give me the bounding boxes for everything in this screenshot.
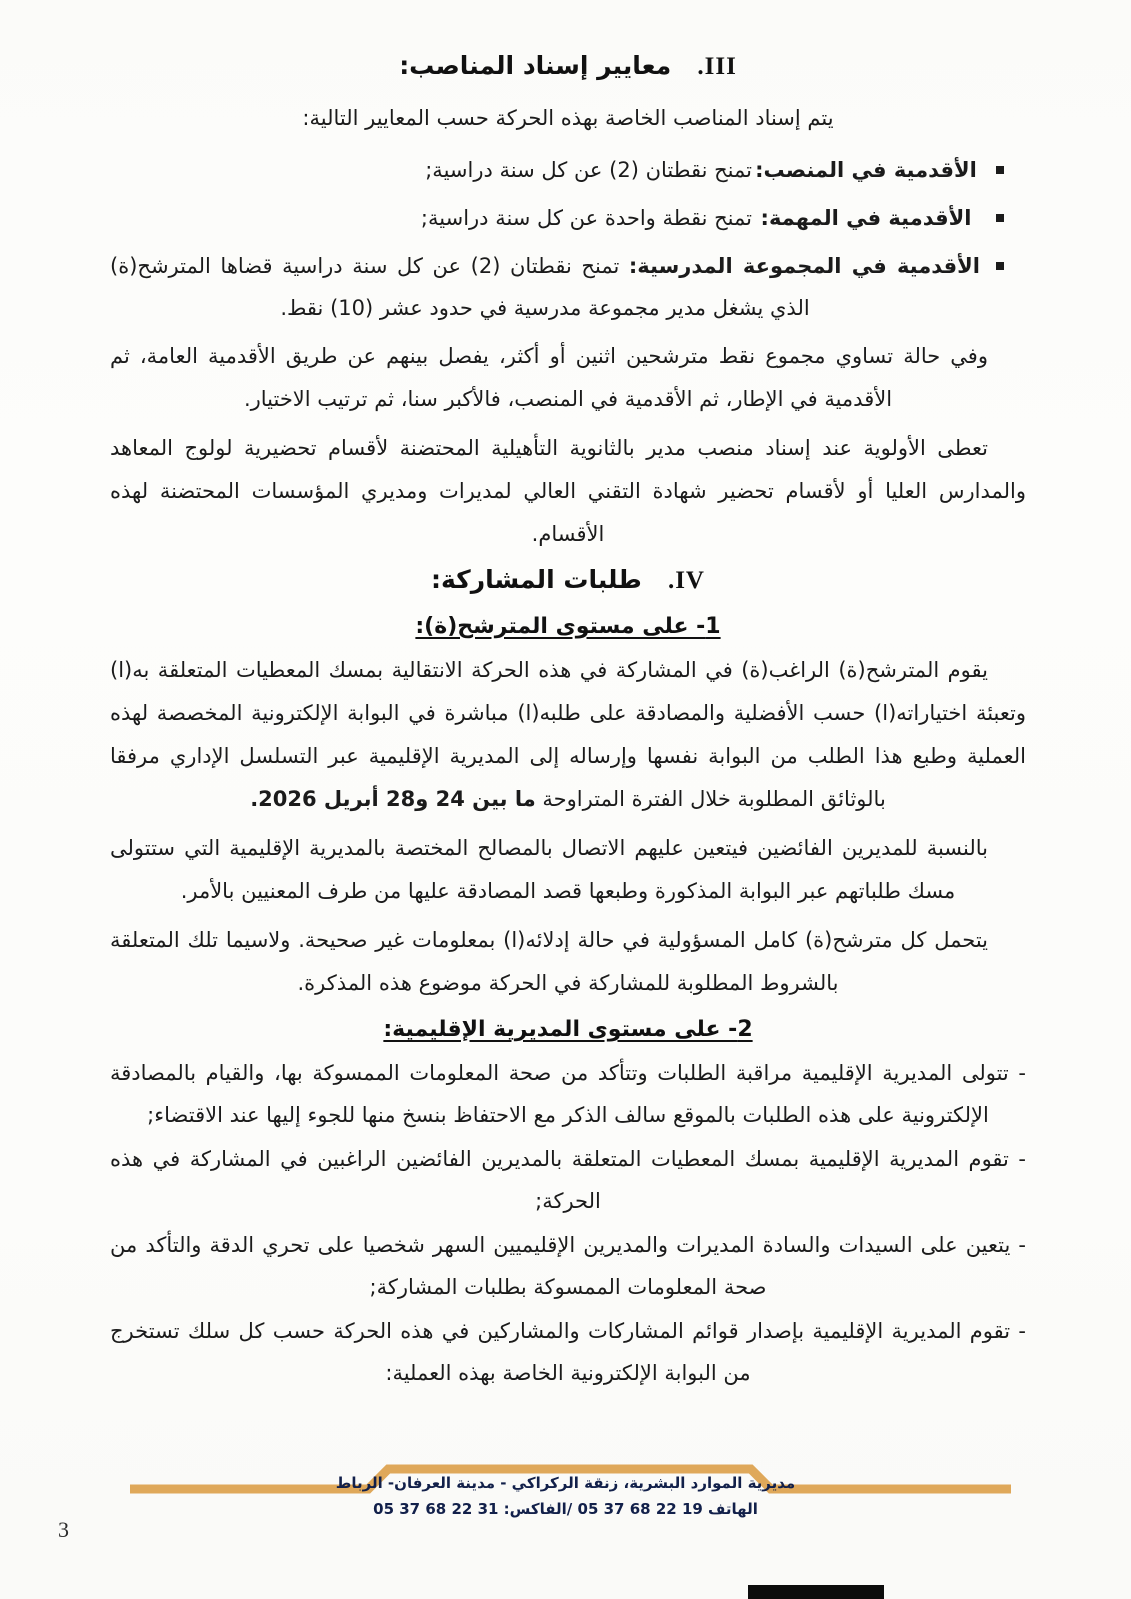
criteria-description: تمنح نقطتان (2) عن كل سنة دراسية قضاها المترشح(ة) الذي يشغل مدير مجموعة مدرسية في حدود عشر (10) نقط. xyxy=(110,254,810,321)
footer-contact: الهاتف 19 22 68 37 05 /الفاكس: 31 22 68 37 05 xyxy=(373,1499,758,1518)
section-title: طلبات المشاركة: xyxy=(431,565,642,595)
section-heading-criteria xyxy=(110,48,1026,85)
criteria-term: الأقدمية في المجموعة المدرسية: xyxy=(628,254,980,279)
subsection-heading-candidate-level xyxy=(110,614,1026,639)
criteria-description: تمنح نقطتان (2) عن كل سنة دراسية; xyxy=(425,158,752,183)
subsection-heading-text: 1- على مستوى المترشح(ة): xyxy=(415,613,721,639)
criteria-description: تمنح نقطة واحدة عن كل سنة دراسية; xyxy=(420,206,752,231)
candidate-paragraph-surplus-directors: بالنسبة للمديرين الفائضين فيتعين عليهم الاتصال بالمصالح المختصة بالمديرية الإقليمية التي ستتولى مسك طلباتهم عبر البوابة المذكورة وطبعها قصد المصادقة عليها من طرف المعنيين بالأمر. xyxy=(110,835,988,903)
section-heading-participation xyxy=(110,562,1026,599)
candidate-paragraph-procedure xyxy=(110,649,1026,821)
criteria-term: الأقدمية في المنصب: xyxy=(755,158,977,183)
section-numeral: IV. xyxy=(667,567,705,595)
criteria-bullet-list xyxy=(110,149,1026,329)
directorate-task-item: - يتعين على السيدات والسادة المديرات والمديرين الإقليميين السهر شخصيا على تحري الدقة والتأكد من صحة المعلومات الممسوكة بطلبات المشاركة; xyxy=(110,1233,1026,1299)
directorate-task-list xyxy=(110,1052,1026,1394)
candidate-paragraph-responsibility: يتحمل كل مترشح(ة) كامل المسؤولية في حالة إدلائه(ا) بمعلومات غير صحيحة. ولاسيما تلك المتعلقة بالشروط المطلوبة للمشاركة في الحركة موضوع هذه المذكرة. xyxy=(110,927,988,995)
candidate-procedure-dates: ما بين 24 و28 أبريل 2026. xyxy=(250,786,536,811)
directorate-task-item: - تقوم المديرية الإقليمية بإصدار قوائم المشاركات والمشاركين في هذه الحركة حسب كل سلك تستخرج من البوابة الإلكترونية الخاصة بهذه العملية: xyxy=(110,1319,1026,1385)
page-number: 3 xyxy=(58,1517,69,1542)
page-footer xyxy=(0,1441,1131,1561)
subsection-heading-text: 2- على مستوى المديرية الإقليمية: xyxy=(383,1017,753,1042)
subsection-heading-directorate-level xyxy=(110,1017,1026,1042)
criteria-intro-text: يتم إسناد المناصب الخاصة بهذه الحركة حسب المعايير التالية: xyxy=(302,106,834,131)
directorate-task-item: - تتولى المديرية الإقليمية مراقبة الطلبات وتتأكد من صحة المعلومات الممسوكة بها، والقيام بالمصادقة الإلكترونية على هذه الطلبات بالموقع سالف الذكر مع الاحتفاظ بنسخ منها للجوء إليها عند الاقتضاء; xyxy=(110,1061,1026,1127)
criteria-bullet-item xyxy=(110,149,1026,191)
footer-contact-block xyxy=(0,1471,1131,1522)
footer-address: مديرية الموارد البشرية، زنقة الركراكي - مدينة العرفان- الرباط xyxy=(335,1474,796,1492)
criteria-term: الأقدمية في المهمة: xyxy=(760,206,972,231)
criteria-paragraph-tiebreak: وفي حالة تساوي مجموع نقط مترشحين اثنين أو أكثر، يفصل بينهم عن طريق الأقدمية العامة، ثم الأقدمية في الإطار، ثم الأقدمية في المنصب، فالأكبر سنا، ثم ترتيب الاختيار. xyxy=(110,344,988,412)
criteria-paragraph-priority: تعطى الأولوية عند إسناد منصب مدير بالثانوية التأهيلية المحتضنة لأقسام تحضيرية لولوج المعاهد والمدارس العليا أو لأقسام تحضير شهادة التقني العالي لمديرات ومديري المؤسسات المحتضنة لهذه الأقسام. xyxy=(110,436,1026,547)
criteria-bullet-item xyxy=(110,197,1026,239)
criteria-bullet-item-long xyxy=(110,245,1026,329)
scan-edge-artifact xyxy=(748,1585,884,1599)
directorate-task-item: - تقوم المديرية الإقليمية بمسك المعطيات المتعلقة بالمديرين الفائضين الراغبين في المشاركة في هذه الحركة; xyxy=(110,1147,1026,1213)
section-title: معايير إسناد المناصب: xyxy=(399,51,672,80)
candidate-procedure-text: يقوم المترشح(ة) الراغب(ة) في المشاركة في هذه الحركة الانتقالية بمسك المعطيات المتعلقة به(ا) وتعبئة اختياراته(ا) حسب الأفضلية والمصادقة على طلبه(ا) مباشرة في البوابة الإلكترونية المخصصة لهذه العملية وطبع هذا الطلب من البوابة نفسها وإرساله إلى المديرية الإقليمية عبر التسلسل الإداري مرفقا بالوثائق المطلوبة خلال الفترة المتراوحة xyxy=(110,657,1026,811)
section-numeral: III. xyxy=(697,53,737,80)
